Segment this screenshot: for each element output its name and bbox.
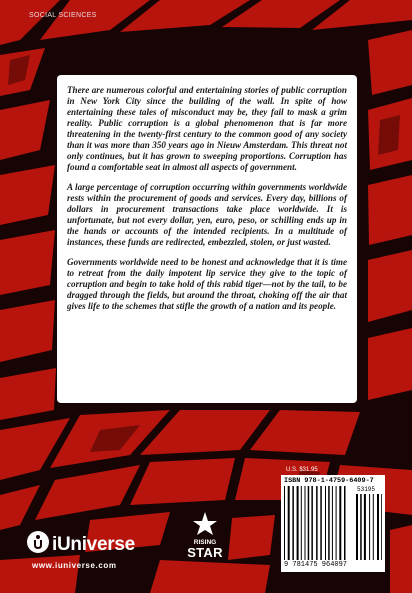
barcode-bar xyxy=(360,494,362,560)
iuniverse-logo-icon xyxy=(26,530,50,554)
barcode-bar xyxy=(377,494,379,560)
barcode-bar xyxy=(292,486,294,560)
rising-star-badge xyxy=(186,511,224,559)
back-cover-text-panel xyxy=(57,75,357,403)
ean-number: 9 781475 964097 xyxy=(284,561,348,569)
rising-star-line2: STAR xyxy=(187,545,223,560)
star-icon xyxy=(192,511,218,537)
barcode-bar xyxy=(328,486,330,560)
ean-barcode xyxy=(284,486,354,560)
barcode-bar xyxy=(339,486,341,560)
barcode-bar xyxy=(320,486,322,560)
blurb-paragraph-1: There are numerous colorful and entertaining stories of public corruption in New York City since the building of the wall. In spite of how entertaining these tales of misconduct may be, they fail to mask a grim reality. Public corruption is a global phenomenon that is far more threatening in the twenty-first century to the common good of any society than it was more than 350 years ago in Nieuw Amsterdam. This threat not only continues, but it has grown to sweeping proportions. Corruption has found a comfortable seat in almost all aspects of government. xyxy=(67,85,347,172)
barcode-bar xyxy=(325,486,326,560)
barcode-bar xyxy=(356,494,358,560)
isbn-barcode-box xyxy=(281,475,385,572)
barcode-bar xyxy=(288,486,290,560)
price-label: U.S. $31.95 xyxy=(286,467,318,473)
barcode-bar xyxy=(373,494,374,560)
category-label: SOCIAL SCIENCES xyxy=(29,12,97,19)
barcode-bar xyxy=(332,486,333,560)
barcode-addon-number: 53195 xyxy=(357,486,376,493)
blurb-paragraph-2: A large percentage of corruption occurring within governments worldwide rests within the procurement of goods and services. Every day, billions of dollars in procurement transactions take place worldwide. It is unfortunate, but not every dollar, yen, euro, peso, or schilling ends up in the hands or accounts of the intended recipients. In a multitude of instances, these funds are redirected, embezzled, stolen, or just wasted. xyxy=(67,182,347,247)
barcode-bar xyxy=(381,494,382,560)
blurb-paragraph-3: Governments worldwide need to be honest and acknowledge that it is time to retreat from the daily impotent lip service they give to the topic of corruption and begin to take hold of this rabid tiger—not by the tail, to be dragged through the fields, but around the throat, choking off the air that gives life to the schemes that stifle the growth of a nation and its people. xyxy=(67,257,347,311)
barcode-bar xyxy=(316,486,318,560)
barcode-bar xyxy=(369,494,370,560)
barcode-bar xyxy=(308,486,310,560)
rising-star-line1: RISING xyxy=(193,539,217,546)
barcode-bar xyxy=(297,486,299,560)
barcode-bar xyxy=(336,486,337,560)
barcode-bar xyxy=(364,494,366,560)
publisher-url: www.iuniverse.com xyxy=(32,561,117,570)
barcode-bar xyxy=(305,486,306,560)
barcode-bar xyxy=(311,486,313,560)
addon-barcode xyxy=(356,494,382,560)
barcode-bar xyxy=(344,486,346,560)
publisher-name: iUniverse xyxy=(52,534,135,555)
barcode-bar xyxy=(284,486,285,560)
isbn-label: ISBN 978-1-4759-6409-7 xyxy=(284,477,374,485)
barcode-bar xyxy=(301,486,302,560)
